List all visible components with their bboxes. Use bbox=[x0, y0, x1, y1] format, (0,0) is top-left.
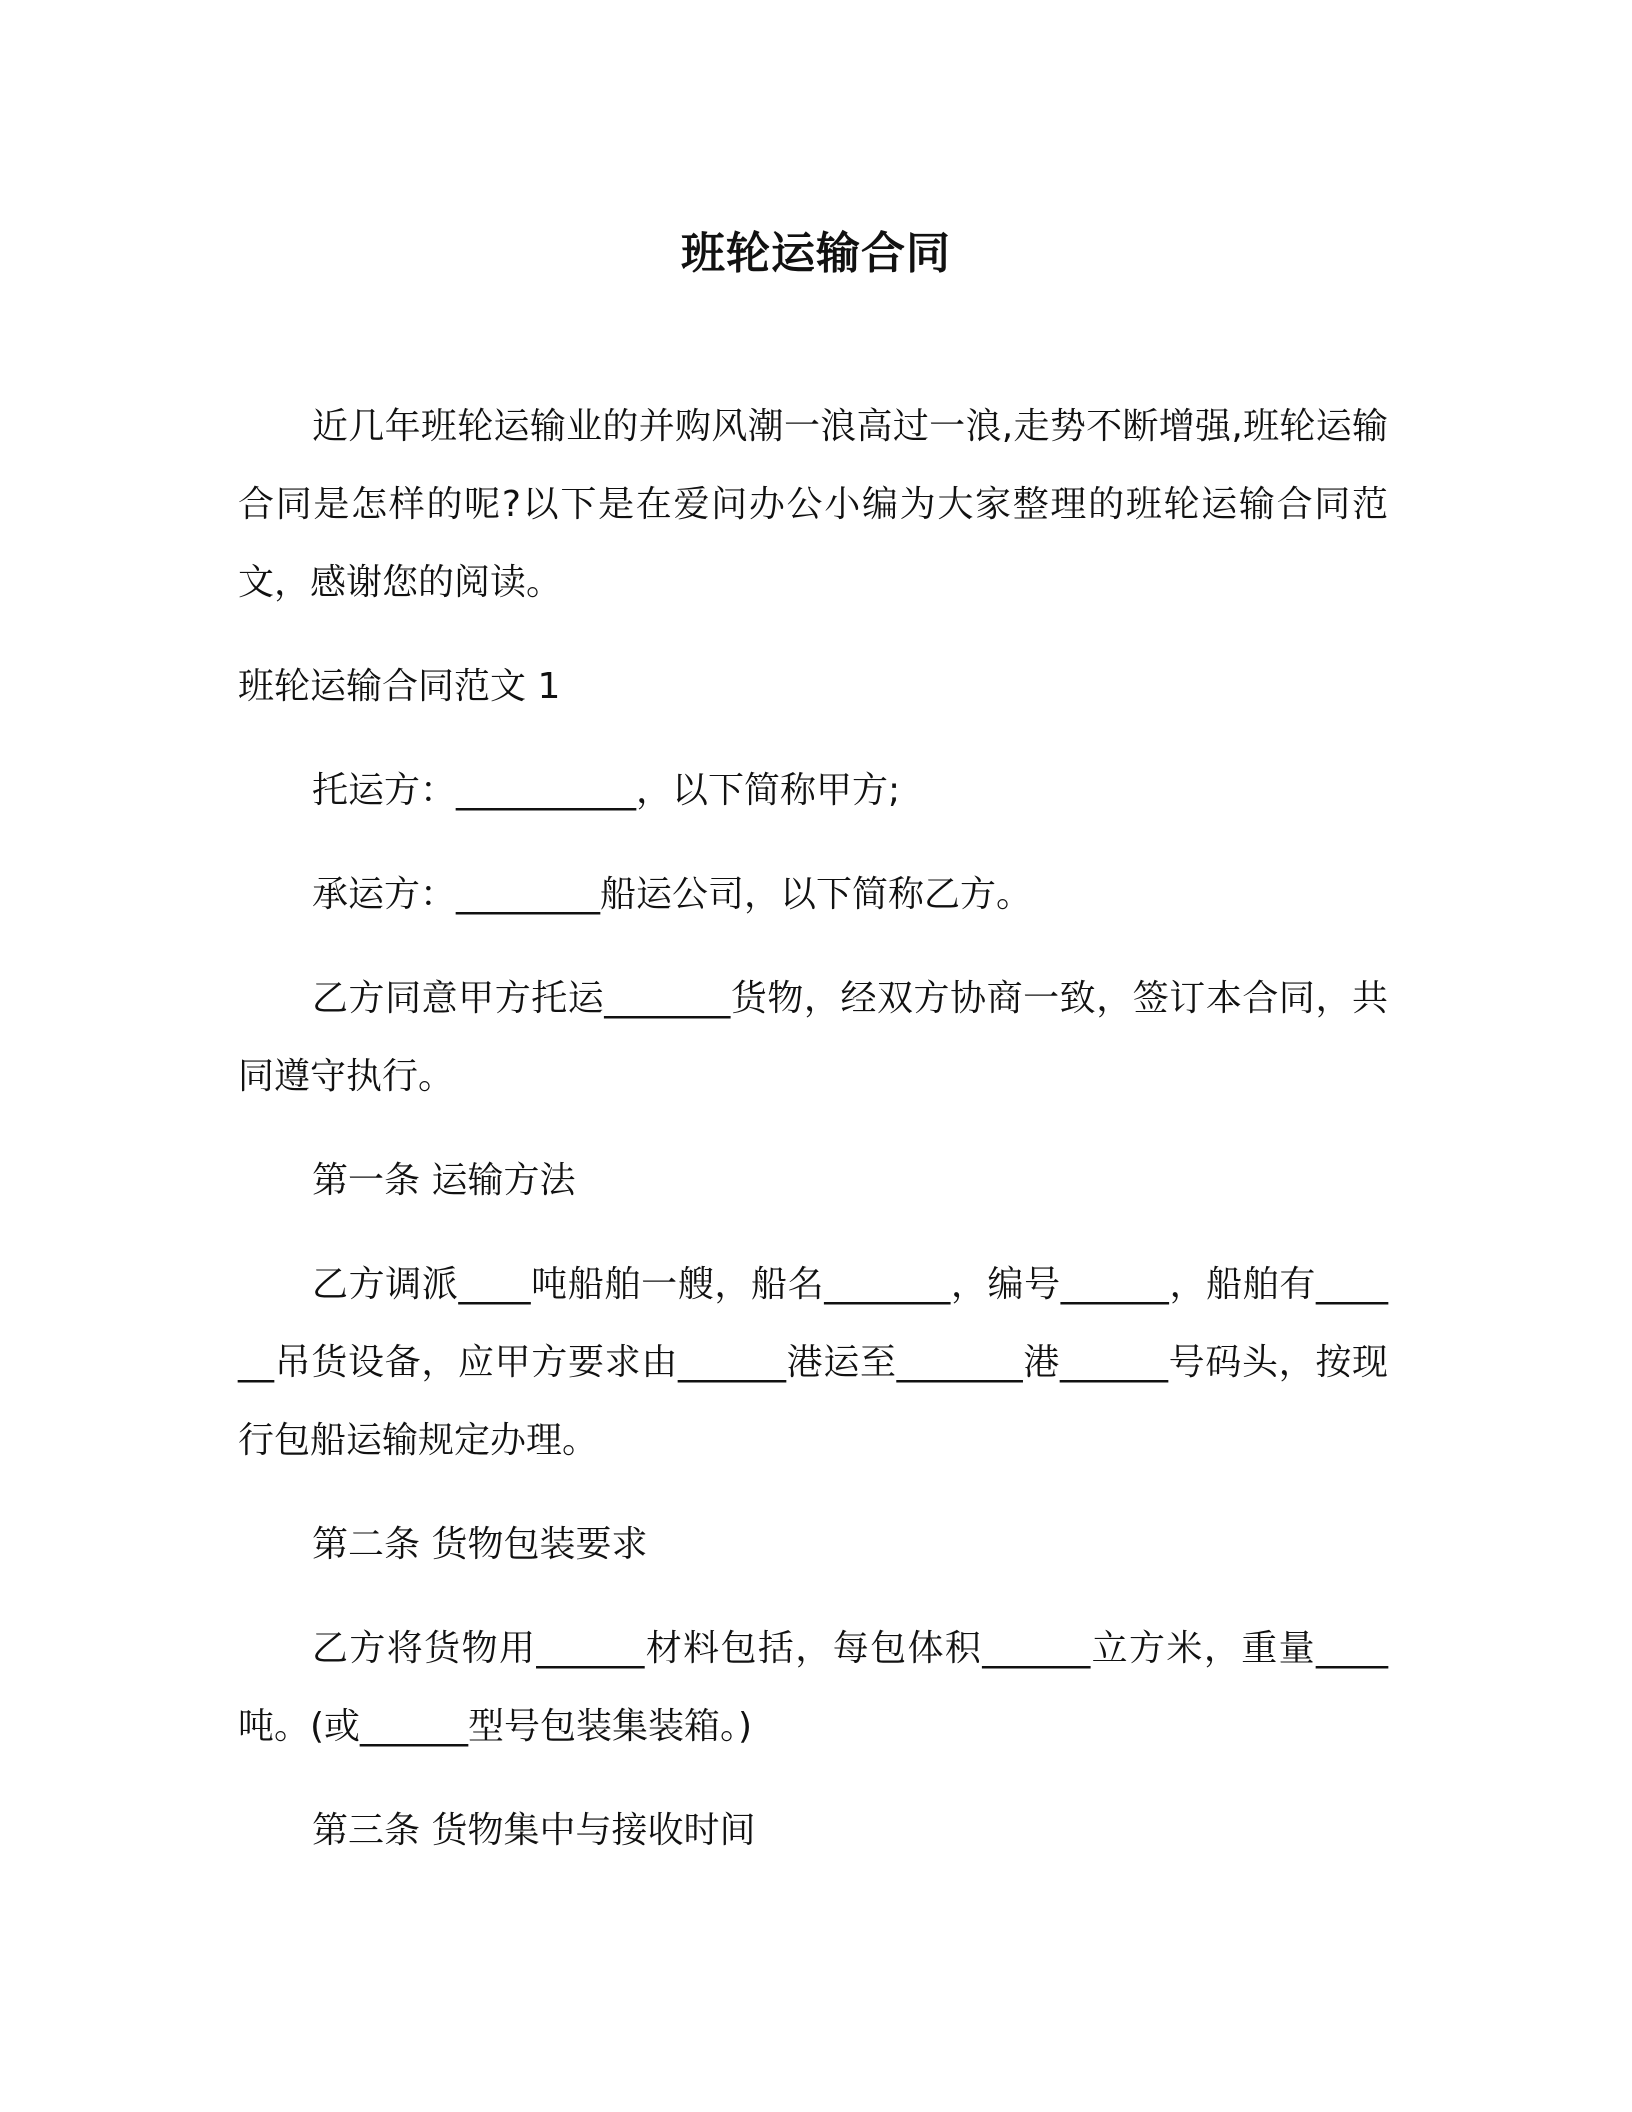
document-body bbox=[238, 388, 1388, 1896]
agreement-paragraph: 乙方同意甲方托运_______货物，经双方协商一致，签订本合同，共同遵守执行。 bbox=[238, 978, 1388, 1097]
document-title: 班轮运输合同 bbox=[681, 228, 951, 279]
carrier-line: 承运方：________船运公司，以下简称乙方。 bbox=[312, 874, 1033, 915]
intro-paragraph: 近几年班轮运输业的并购风潮一浪高过一浪,走势不断增强,班轮运输合同是怎样的呢?以下是在爱问办公小编为大家整理的班轮运输合同范文，感谢您的阅读。 bbox=[238, 406, 1388, 603]
article-3-heading: 第三条 货物集中与接收时间 bbox=[312, 1810, 756, 1851]
section-heading-sample-1: 班轮运输合同范文 1 bbox=[238, 666, 561, 707]
article-2-heading: 第二条 货物包装要求 bbox=[312, 1524, 648, 1565]
article-1-body: 乙方调派____吨船舶一艘，船名_______，编号______，船舶有______吊货设备，应甲方要求由______港运至_______港______号码头，按现行包船运输规定办理。 bbox=[238, 1264, 1388, 1461]
shipper-line: 托运方：__________，以下简称甲方; bbox=[312, 770, 901, 811]
article-2-body: 乙方将货物用______材料包括，每包体积______立方米，重量____吨。(或______型号包装集装箱。) bbox=[238, 1628, 1388, 1747]
article-1-heading: 第一条 运输方法 bbox=[312, 1160, 576, 1201]
